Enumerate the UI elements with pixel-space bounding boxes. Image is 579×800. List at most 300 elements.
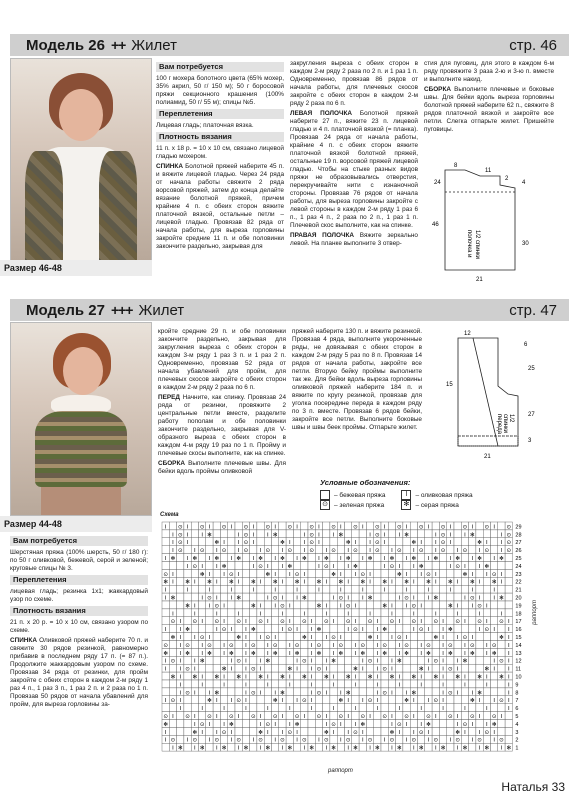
chart-symbol: I xyxy=(267,532,269,539)
chart-cell xyxy=(498,664,505,672)
chart-symbol: I xyxy=(332,706,335,713)
chart-cell xyxy=(403,617,410,625)
chart-symbol: ⊙ xyxy=(163,714,168,720)
chart-symbol: ⊙ xyxy=(375,548,380,555)
chart-cell xyxy=(352,712,359,720)
model-27-pattern-diagram xyxy=(428,326,573,476)
chart-symbol: I xyxy=(500,540,503,547)
chart-symbol: I xyxy=(456,548,459,555)
chart-cell xyxy=(308,601,315,609)
chart-cell xyxy=(242,562,249,570)
chart-symbol: ⊙ xyxy=(484,524,490,531)
chart-symbol: ✻ xyxy=(367,674,373,681)
chart-symbol: ✻ xyxy=(367,635,373,641)
chart-cell xyxy=(461,664,468,672)
chart-symbol: ⊙ xyxy=(426,571,431,578)
chart-cell xyxy=(476,704,483,712)
dim-11: 11 xyxy=(485,168,492,174)
chart-symbol: ✻ xyxy=(484,745,490,752)
difficulty-crosses: ++ xyxy=(110,37,126,53)
chart-cell xyxy=(418,712,425,720)
chart-symbol: I xyxy=(413,595,415,602)
chart-cell xyxy=(491,609,498,617)
chart-symbol: I xyxy=(369,571,371,578)
chart-cell xyxy=(199,538,206,546)
chart-symbol: I xyxy=(383,587,386,594)
chart-symbol: I xyxy=(507,619,510,626)
chart-cell xyxy=(184,633,191,641)
chart-symbol: I xyxy=(354,650,357,657)
chart-cell xyxy=(177,593,184,601)
chart-symbol: ⊙ xyxy=(185,714,190,720)
chart-cell xyxy=(250,727,257,735)
chart-symbol: ⊙ xyxy=(272,642,278,649)
chart-symbol: ✻ xyxy=(433,556,439,562)
chart-symbol: I xyxy=(281,729,284,736)
chart-cell xyxy=(264,712,271,720)
model-27-title: Модель 27 xyxy=(26,301,105,319)
chart-symbol: ⊙ xyxy=(353,627,358,634)
chart-symbol: I xyxy=(164,587,167,594)
chart-symbol: I xyxy=(354,642,357,649)
chart-symbol: I xyxy=(464,729,466,736)
chart-cell xyxy=(498,522,505,530)
chart-symbol: ✻ xyxy=(272,579,278,586)
chart-cell xyxy=(345,648,352,656)
chart-symbol: I xyxy=(179,658,182,665)
chart-cell xyxy=(381,617,388,625)
chart-cell xyxy=(162,743,169,751)
chart-symbol: ⊙ xyxy=(309,548,314,555)
chart-cell xyxy=(418,530,425,538)
chart-cell xyxy=(184,743,191,751)
model-26-name: Жилет xyxy=(131,36,177,54)
chart-cell xyxy=(425,680,432,688)
chart-symbol: ✻ xyxy=(214,556,220,562)
chart-cell xyxy=(264,696,271,704)
chart-cell xyxy=(396,601,403,609)
bands-text: пряжей наберите 130 п. и вяжите резинкой. Провязав 4 ряда, выполните укороченные ряды, не довязывая с обеих сторон в каждом 2-м ряду 5 раз по 8 п. Провязав 14 рядов от начала работы, закройте все петли. Вторую бейку проймы выполните так же. Для бейки вдоль выреза горловины оливковой пряжей наберите 184 п. и вяжите по кругу резинкой, провязав для уголка посередине переда в каждом ряду по 3 п. вместе. Провязав 6 рядов бейки, закройте все петли. Выполните боковые швы и швы беек проймы. Отпарьте жилет. xyxy=(292,328,422,431)
chart-cell xyxy=(250,743,257,751)
chart-symbol: ⊙ xyxy=(302,698,307,705)
chart-symbol: ✻ xyxy=(272,698,278,705)
chart-cell xyxy=(381,546,388,554)
chart-symbol: ✻ xyxy=(499,595,504,602)
chart-symbol: ⊙ xyxy=(345,737,351,744)
chart-symbol: I xyxy=(310,682,313,689)
chart-cell xyxy=(345,704,352,712)
chart-cell xyxy=(469,562,476,570)
chart-symbol: I xyxy=(449,563,452,570)
chart-symbol: I xyxy=(442,627,444,634)
chart-symbol: I xyxy=(493,556,495,562)
chart-symbol: ✻ xyxy=(309,745,314,752)
chart-symbol: ⊙ xyxy=(448,666,453,673)
row-number: 17 xyxy=(515,619,522,626)
chart-symbol: I xyxy=(252,540,255,547)
chart-cell xyxy=(454,530,461,538)
chart-symbol: I xyxy=(398,682,401,689)
chart-symbol: ✻ xyxy=(469,532,475,539)
chart-symbol: ⊙ xyxy=(287,729,293,736)
chart-cell xyxy=(447,696,454,704)
page-number: 33 xyxy=(551,780,565,794)
chart-cell xyxy=(381,743,388,751)
chart-symbol: ⊙ xyxy=(207,714,212,720)
chart-symbol: ⊙ xyxy=(338,642,344,649)
chart-cell xyxy=(366,727,373,735)
chart-symbol: ⊙ xyxy=(331,548,336,555)
chart-cell xyxy=(352,530,359,538)
chart-symbol: ⊙ xyxy=(506,540,512,547)
chart-cell xyxy=(330,609,337,617)
chart-cell xyxy=(177,601,184,609)
chart-symbol: I xyxy=(347,745,349,752)
chart-symbol: ✻ xyxy=(163,721,168,728)
chart-symbol: I xyxy=(259,658,262,665)
chart-cell xyxy=(308,577,315,585)
row-number: 7 xyxy=(515,698,519,705)
chart-symbol: ✻ xyxy=(250,650,256,657)
chart-symbol: I xyxy=(340,690,342,697)
chart-symbol: ✻ xyxy=(229,650,234,657)
chart-symbol: ✻ xyxy=(280,540,285,547)
chart-symbol: I xyxy=(215,729,218,736)
chart-cell xyxy=(279,569,286,577)
row-number: 5 xyxy=(515,714,519,720)
chart-symbol: I xyxy=(332,682,335,689)
chart-cell xyxy=(352,688,359,696)
chart-symbol: ⊙ xyxy=(462,721,468,728)
chart-cell xyxy=(366,585,373,593)
chart-symbol: I xyxy=(296,524,298,531)
chart-cell xyxy=(469,617,476,625)
chart-cell xyxy=(220,633,227,641)
chart-cell xyxy=(191,538,198,546)
legend-item-olive: I – оливковая пряжа xyxy=(401,490,472,500)
chart-symbol: ✻ xyxy=(221,745,227,752)
chart-cell xyxy=(418,633,425,641)
chart-cell xyxy=(330,712,337,720)
chart-symbol: I xyxy=(318,556,320,562)
chart-symbol: ⊙ xyxy=(396,721,402,728)
chart-symbol: ✻ xyxy=(389,674,395,681)
chart-symbol: ⊙ xyxy=(469,595,475,602)
chart-cell xyxy=(491,743,498,751)
pattern-27-label-1: 1/2 xyxy=(508,414,514,423)
chart-symbol: ✻ xyxy=(499,674,504,681)
chart-cell xyxy=(315,656,322,664)
chart-symbol: I xyxy=(507,658,510,665)
chart-symbol: I xyxy=(179,698,182,705)
chart-cell xyxy=(293,672,300,680)
chart-symbol: I xyxy=(296,587,298,594)
chart-symbol: I xyxy=(405,635,408,641)
chart-symbol: I xyxy=(230,556,233,562)
chart-symbol: ✻ xyxy=(236,595,241,602)
chart-symbol: I xyxy=(486,682,488,689)
chart-cell xyxy=(213,569,220,577)
chart-symbol: ⊙ xyxy=(323,563,329,570)
chart-cell xyxy=(279,641,286,649)
model-27-column-2 xyxy=(158,328,286,478)
chart-cell xyxy=(505,727,512,735)
chart-symbol: ⊙ xyxy=(207,595,212,602)
chart-symbol: ⊙ xyxy=(360,714,366,720)
chart-symbol: I xyxy=(274,635,276,641)
chart-symbol: ⊙ xyxy=(462,548,468,555)
chart-cell xyxy=(308,735,315,743)
chart-symbol: ⊙ xyxy=(448,642,453,649)
chart-cell xyxy=(272,546,279,554)
chart-cell xyxy=(250,656,257,664)
chart-cell xyxy=(469,672,476,680)
chart-symbol: I xyxy=(201,682,203,689)
right-front-heading: ПРАВАЯ ПОЛОЧКА xyxy=(290,232,355,239)
chart-symbol: ✻ xyxy=(411,556,417,562)
chart-cell xyxy=(162,546,169,554)
chart-cell xyxy=(491,601,498,609)
chart-cell xyxy=(454,585,461,593)
chart-symbol: ⊙ xyxy=(294,571,300,578)
chart-symbol: ✻ xyxy=(448,579,453,586)
chart-symbol: I xyxy=(340,587,342,594)
chart-cell xyxy=(366,688,373,696)
chart-symbol: ⊙ xyxy=(331,635,336,641)
chart-cell xyxy=(418,735,425,743)
chart-cell xyxy=(228,680,235,688)
chart-cell xyxy=(184,656,191,664)
chart-cell xyxy=(315,696,322,704)
chart-symbol: I xyxy=(391,611,393,618)
chart-symbol: ✻ xyxy=(411,540,417,547)
chart-cell xyxy=(483,712,490,720)
chart-cell xyxy=(469,625,476,633)
chart-cell xyxy=(308,609,315,617)
chart-symbol: I xyxy=(179,635,182,641)
chart-cell xyxy=(352,585,359,593)
chart-symbol: I xyxy=(391,635,393,641)
chart-symbol: ⊙ xyxy=(221,548,227,555)
chart-cell xyxy=(257,538,264,546)
chart-symbol: I xyxy=(434,571,437,578)
chart-cell xyxy=(257,569,264,577)
chart-cell xyxy=(330,735,337,743)
chart-symbol: I xyxy=(442,619,444,626)
chart-cell xyxy=(388,680,395,688)
chart-symbol: I xyxy=(194,611,196,618)
chart-symbol: ✻ xyxy=(469,579,475,586)
chart-symbol: I xyxy=(347,729,349,736)
chart-cell xyxy=(323,704,330,712)
chart-cell xyxy=(432,680,439,688)
chart-symbol: ✻ xyxy=(491,650,497,657)
chart-symbol: I xyxy=(471,556,474,562)
chart-symbol: I xyxy=(507,650,510,657)
chart-cell xyxy=(315,633,322,641)
chart-symbol: I xyxy=(230,729,233,736)
chart-cell xyxy=(388,530,395,538)
chart-symbol: I xyxy=(420,642,422,649)
chart-symbol: I xyxy=(194,579,196,586)
chart-symbol: I xyxy=(325,611,328,618)
chart-cell xyxy=(381,672,388,680)
assembly-text: Выполните плечевые и боковые швы. Для бейки вдоль выреза горловины болотной пряжей наберите 62 п., свяжите 8 рядов платочной вязкой и закройте все петли. Слегка отпарьте жилет. Пришейте пуговицы. xyxy=(424,86,554,133)
legend-title: Условные обозначения: xyxy=(320,478,411,487)
chart-cell xyxy=(206,704,213,712)
chart-cell xyxy=(454,625,461,633)
chart-symbol: I xyxy=(281,579,284,586)
chart-symbol: ⊙ xyxy=(396,524,402,531)
chart-symbol: I xyxy=(500,548,503,555)
chart-symbol: ⊙ xyxy=(185,690,190,697)
chart-cell xyxy=(206,743,213,751)
chart-symbol: I xyxy=(413,548,415,555)
chart-cell xyxy=(396,696,403,704)
chart-symbol: I xyxy=(252,563,255,570)
chart-symbol: ⊙ xyxy=(214,603,220,610)
chart-symbol: I xyxy=(434,745,437,752)
chart-symbol: ✻ xyxy=(360,579,366,586)
chart-symbol: I xyxy=(281,714,284,720)
chart-symbol: I xyxy=(442,658,444,665)
assembly-heading: СБОРКА xyxy=(424,86,451,93)
chart-cell xyxy=(359,680,366,688)
chart-symbol: ⊙ xyxy=(499,698,504,705)
chart-symbol: I xyxy=(259,690,262,697)
chart-symbol: I xyxy=(215,611,218,618)
chart-symbol: I xyxy=(507,627,510,634)
chart-symbol: I xyxy=(434,532,437,539)
row-number: 16 xyxy=(515,627,522,634)
chart-symbol: I xyxy=(456,658,459,665)
chart-symbol: I xyxy=(318,524,320,531)
chart-cell xyxy=(403,609,410,617)
chart-cell xyxy=(286,593,293,601)
chart-cell xyxy=(308,569,315,577)
row-number: 25 xyxy=(515,556,522,562)
chart-symbol: I xyxy=(245,642,247,649)
chart-symbol: I xyxy=(215,627,218,634)
rapport-vertical-label: раппорт xyxy=(532,600,538,625)
chart-cell xyxy=(250,617,257,625)
row-number: 8 xyxy=(515,690,519,697)
chart-cell xyxy=(272,704,279,712)
chart-cell xyxy=(359,538,366,546)
chart-symbol: I xyxy=(288,540,291,547)
chart-cell xyxy=(403,727,410,735)
chart-symbol: I xyxy=(507,635,510,641)
front-text: Начните, как спинку. Провязав 24 ряда от резинки, провяжите 2 центральные петли вместе, разделите работу пополам и обе половинки закончите раздельно, закрывая для V-образного выреза с обеих сторон в каждом 4-м ряду 19 раз по 1 п. Пройму и плечевые скосы выполните, как на спинке. xyxy=(158,394,286,457)
chart-symbol: ⊙ xyxy=(484,548,490,555)
chart-cell xyxy=(439,569,446,577)
chart-symbol: I xyxy=(201,595,203,602)
chart-cell xyxy=(250,696,257,704)
chart-symbol: ⊙ xyxy=(455,563,460,570)
chart-symbol: I xyxy=(237,548,240,555)
chart-symbol: I xyxy=(391,579,393,586)
chart-cell xyxy=(425,633,432,641)
chart-cell xyxy=(169,648,176,656)
chart-symbol: ✻ xyxy=(360,650,366,657)
chart-symbol: I xyxy=(361,698,364,705)
chart-cell xyxy=(272,664,279,672)
chart-symbol: I xyxy=(288,721,291,728)
chart-symbol: I xyxy=(347,714,349,720)
chart-symbol: I xyxy=(413,698,415,705)
chart-symbol: I xyxy=(310,674,313,681)
chart-cell xyxy=(293,546,300,554)
chart-symbol: I xyxy=(296,595,298,602)
chart-cell xyxy=(374,609,381,617)
chart-cell xyxy=(162,538,169,546)
chart-symbol: I xyxy=(493,698,495,705)
chart-symbol: ⊙ xyxy=(433,658,439,665)
chart-cell xyxy=(337,727,344,735)
chart-cell xyxy=(396,554,403,562)
chart-cell xyxy=(228,672,235,680)
chart-cell xyxy=(432,664,439,672)
chart-symbol: ⊙ xyxy=(287,627,293,634)
chart-symbol: I xyxy=(296,737,298,744)
chart-symbol: ✻ xyxy=(236,674,241,681)
chart-symbol: ✻ xyxy=(404,579,409,586)
chart-cell xyxy=(381,656,388,664)
chart-symbol: I xyxy=(164,729,167,736)
chart-symbol: I xyxy=(391,714,393,720)
chart-symbol: I xyxy=(194,548,196,555)
chart-symbol: I xyxy=(332,532,335,539)
chart-symbol: I xyxy=(194,745,196,752)
chart-symbol: ⊙ xyxy=(170,619,176,626)
chart-cell xyxy=(403,680,410,688)
chart-cell xyxy=(191,680,198,688)
chart-cell xyxy=(447,672,454,680)
chart-cell xyxy=(220,593,227,601)
chart-symbol: ⊙ xyxy=(506,524,512,531)
chart-symbol: I xyxy=(325,579,328,586)
chart-cell xyxy=(381,593,388,601)
chart-cell xyxy=(330,601,337,609)
chart-cell xyxy=(315,593,322,601)
chart-symbol: ⊙ xyxy=(404,595,409,602)
chart-cell xyxy=(264,577,271,585)
chart-symbol: ✻ xyxy=(338,698,344,705)
chart-symbol: ⊙ xyxy=(294,714,300,720)
chart-cell xyxy=(199,696,206,704)
legend-item-beige: – бежевая пряжа xyxy=(320,490,385,500)
chart-symbol: I xyxy=(223,540,225,547)
chart-symbol: I xyxy=(194,690,196,697)
chart-symbol: I xyxy=(478,714,481,720)
chart-symbol: ✻ xyxy=(294,650,300,657)
chart-symbol: I xyxy=(179,706,182,713)
dim-25: 25 xyxy=(528,366,535,372)
chart-cell xyxy=(184,704,191,712)
chart-symbol: ✻ xyxy=(426,579,431,586)
chart-symbol: ✻ xyxy=(418,563,424,570)
chart-symbol: I xyxy=(237,611,240,618)
chart-cell xyxy=(461,625,468,633)
chart-cell xyxy=(439,585,446,593)
chart-cell xyxy=(169,562,176,570)
chart-cell xyxy=(461,585,468,593)
chart-cell xyxy=(242,569,249,577)
chart-cell xyxy=(206,727,213,735)
chart-cell xyxy=(235,720,242,728)
chart-cell xyxy=(337,656,344,664)
materials-text: Шерстяная пряжа (100% шерсть, 50 г/ 180 г): по 50 г оливковой, бежевой, серой и зеленой; круговые спицы № 3. xyxy=(10,549,148,572)
